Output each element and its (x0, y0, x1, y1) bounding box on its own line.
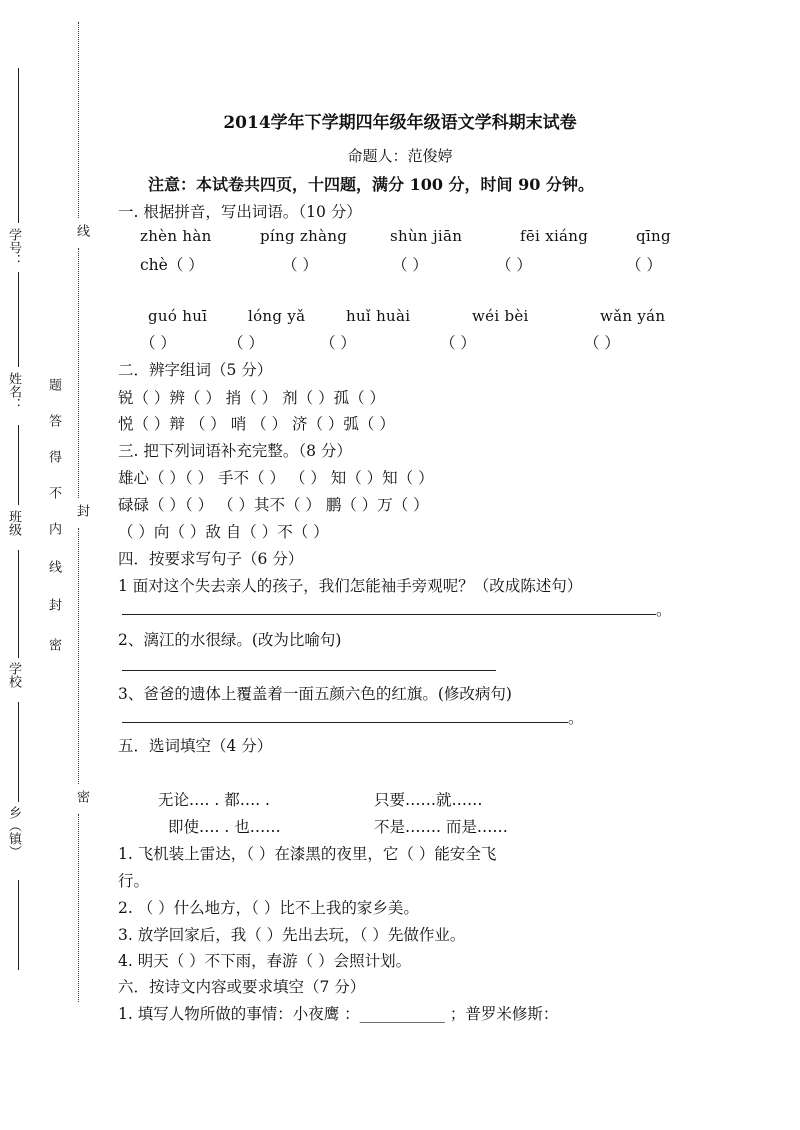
q6-sentence-1[interactable]: 1. 填写人物所做的事情：小夜鹰 ：___________ ；普罗米修斯： (118, 1005, 559, 1023)
q4-answer-line-3[interactable] (122, 722, 568, 723)
seal-xian: 线 (46, 560, 61, 573)
q5-sentence-4[interactable]: 4. 明天（ ）不下雨，春游（ ）会照计划。 (118, 952, 412, 970)
class-label: 班级 (6, 510, 21, 536)
q1-pinyin-1: zhèn hàn (140, 227, 212, 245)
q4-answer-line-1[interactable] (122, 614, 656, 615)
q5-option-3: 即使…. . 也…… (168, 818, 281, 836)
q1-pinyin-10: wǎn yán (600, 307, 666, 325)
q1-pinyin-6: guó huī (148, 307, 208, 325)
binding-solid-line-3 (18, 425, 19, 505)
binding-solid-line-2 (18, 272, 19, 367)
q1-answer-6[interactable]: （ ） (140, 334, 176, 352)
binding-solid-line-6 (18, 880, 19, 970)
seal-de: 得 (46, 450, 61, 463)
seal-dotted-line-4 (78, 814, 79, 1002)
q5-sentence-1b: 行。 (118, 872, 150, 890)
seal-mi-bottom: 密 (74, 790, 89, 803)
q1-answer-4[interactable]: （ ） (496, 256, 532, 274)
name-label: 姓名： (6, 372, 21, 411)
q1-pinyin-3: shùn jiān (390, 227, 463, 245)
q1-answer-9[interactable]: （ ） (440, 334, 476, 352)
seal-nei: 内 (46, 522, 61, 535)
q4-sentence-1: 1 面对这个失去亲人的孩子，我们怎能袖手旁观呢？（改成陈述句） (118, 577, 583, 595)
seal-bu: 不 (46, 486, 61, 499)
q1-answer-1[interactable]: chè（ ） (140, 256, 204, 274)
q5-sentence-1a[interactable]: 1. 飞机装上雷达，（ ）在漆黑的夜里，它（ ）能安全飞 (118, 845, 497, 863)
q5-option-1: 无论…. . 都…. . (158, 791, 270, 809)
binding-solid-line-5 (18, 702, 19, 802)
q1-pinyin-4: fēi xiáng (520, 227, 589, 245)
seal-dotted-line-2 (78, 248, 79, 498)
q1-answer-7[interactable]: （ ） (228, 334, 264, 352)
school-label: 学校 (6, 662, 21, 688)
q1-answer-2[interactable]: （ ） (282, 256, 318, 274)
q5-sentence-2[interactable]: 2. （ ）什么地方，（ ）比不上我的家乡美。 (118, 899, 419, 917)
seal-da: 答 (46, 414, 61, 427)
q1-pinyin-5: qīng (636, 227, 671, 245)
q4-sentence-3-end: 。 (568, 709, 584, 727)
exam-title: 2014学年下学期四年级年级语文学科期末试卷 (223, 113, 577, 133)
q5-heading: 五．选词填空（4 分） (118, 737, 273, 755)
seal-ti: 题 (46, 378, 61, 391)
township-label: 乡（镇） (6, 806, 21, 858)
seal-feng: 封 (46, 598, 61, 611)
q1-pinyin-9: wéi bèi (472, 307, 529, 325)
seal-mi: 密 (46, 638, 61, 651)
q4-sentence-2: 2、漓江的水很绿。(改为比喻句) (118, 631, 342, 649)
q1-answer-8[interactable]: （ ） (320, 334, 356, 352)
q1-pinyin-2: píng zhàng (260, 227, 348, 245)
binding-solid-line-4 (18, 550, 19, 658)
q3-row-1[interactable]: 雄心（ ）（ ） 手不（ ） （ ） 知（ ）知（ ） (118, 469, 434, 487)
q1-answer-5[interactable]: （ ） (626, 256, 662, 274)
q1-answer-3[interactable]: （ ） (392, 256, 428, 274)
q3-heading: 三. 把下列词语补充完整。（8 分） (118, 442, 352, 460)
q2-row-2[interactable]: 悦（ ）辩 （ ） 哨 （ ） 济（ ）弧（ ） (118, 415, 395, 433)
seal-feng-mid: 封 (74, 504, 89, 517)
q2-heading: 二．辨字组词（5 分） (118, 361, 273, 379)
seal-dotted-line-3 (78, 528, 79, 784)
q2-row-1[interactable]: 锐（ ）辨（ ） 捎（ ） 剂（ ）孤（ ） (118, 389, 385, 407)
q4-heading: 四．按要求写句子（6 分） (118, 550, 304, 568)
student-id-label: 学号： (6, 228, 21, 267)
q5-option-2: 只要……就…… (374, 791, 483, 809)
q6-heading: 六．按诗文内容或要求填空（7 分） (118, 978, 366, 996)
q5-sentence-3[interactable]: 3. 放学回家后，我（ ）先出去玩，（ ）先做作业。 (118, 926, 466, 944)
q1-pinyin-7: lóng yǎ (248, 307, 306, 325)
q5-option-4: 不是……. 而是…… (374, 818, 508, 836)
q1-pinyin-8: huǐ huài (346, 307, 411, 325)
exam-notice: 注意：本试卷共四页，十四题，满分 100 分，时间 90 分钟。 (148, 175, 594, 194)
seal-xian-top: 线 (74, 224, 89, 237)
q4-sentence-1-end: 。 (656, 601, 672, 619)
q1-heading: 一. 根据拼音，写出词语。（10 分） (118, 203, 362, 221)
q4-sentence-3: 3、爸爸的遗体上覆盖着一面五颜六色的红旗。(修改病句) (118, 685, 512, 703)
q4-answer-line-2[interactable] (122, 670, 496, 671)
q3-row-2[interactable]: 碌碌（ ）（ ） （ ）其不（ ） 鹏（ ）万（ ） (118, 496, 429, 514)
q1-answer-10[interactable]: （ ） (584, 334, 620, 352)
q3-row-3[interactable]: （ ）向（ ）敌 自（ ）不（ ） (118, 523, 329, 541)
exam-author: 命题人：范俊婷 (347, 147, 453, 165)
